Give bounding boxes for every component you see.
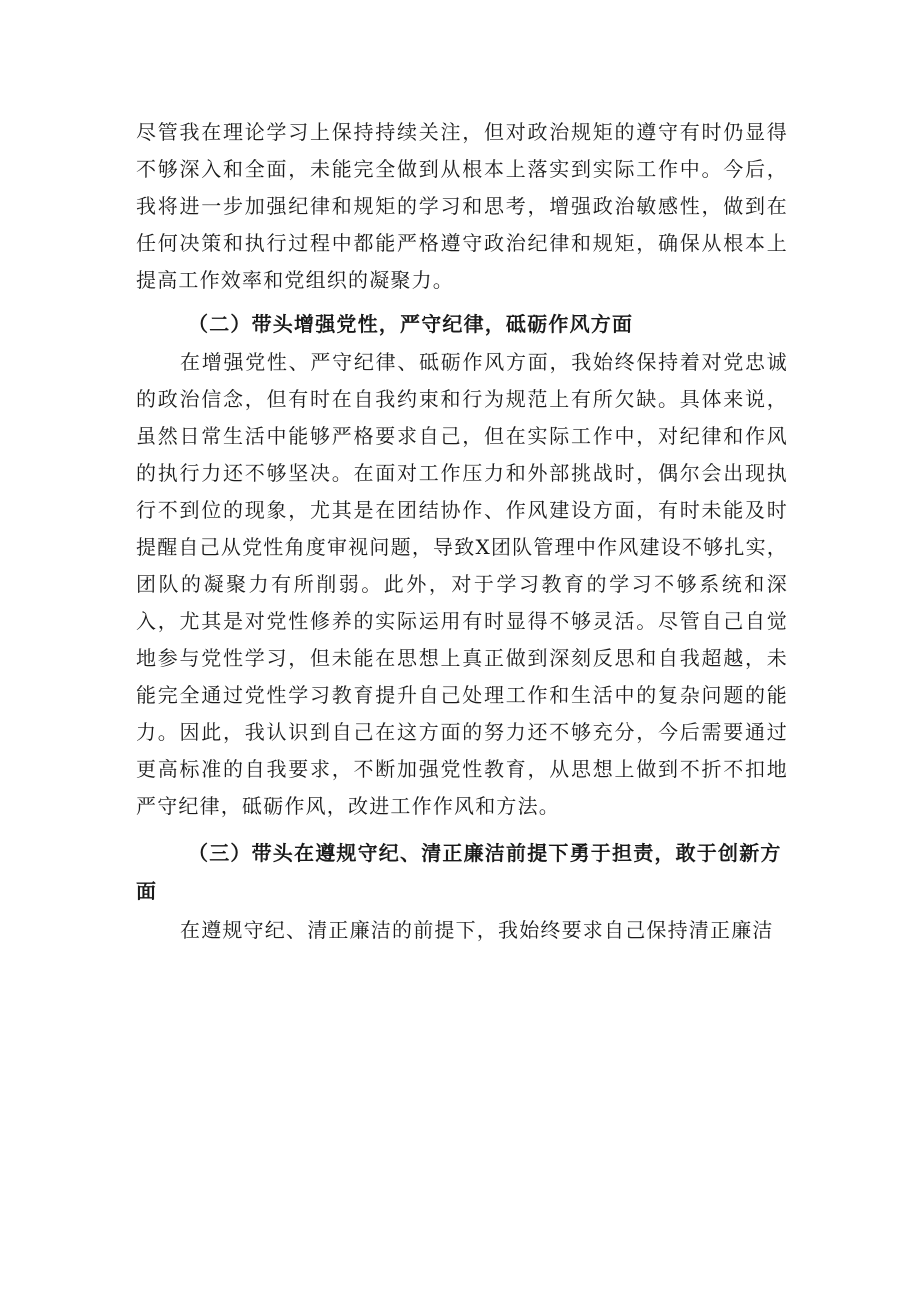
section-heading-2: （二）带头增强党性，严守纪律，砥砺作风方面: [188, 312, 634, 336]
paragraph-integrity: 在遵规守纪、清正廉洁的前提下，我始终要求自己保持清正廉洁: [180, 918, 774, 942]
paragraph-party-spirit: 在增强党性、严守纪律、砥砺作风方面，我始终保持着对党忠诚的政治信念，但有时在自我约束和行为规范上有所欠缺。具体来说，虽然日常生活中能够严格要求自己，但在实际工作中，对纪律和作风的执行力还不够坚决。在面对工作压力和外部挑战时，偶尔会出现执行不到位的现象，尤其是在团结协作、作风建设方面，有时未能及时提醒自己从党性角度审视问题，导致X团队管理中作风建设不够扎实，团队的凝聚力有所削弱。此外，对于学习教育的学习不够系统和深入，尤其是对党性修养的实际运用有时显得不够灵活。尽管自己自觉地参与党性学习，但未能在思想上真正做到深刻反思和自我超越，未能完全通过党性学习教育提升自己处理工作和生活中的复杂问题的能力。因此，我认识到自己在这方面的努力还不够充分，今后需要通过更高标准的自我要求，不断加强党性教育，从思想上做到不折不扣地严守纪律，砥砺作风，改进工作作风和方法。: [136, 350, 788, 818]
section-heading-3: （三）带头在遵规守纪、清正廉洁前提下勇于担责，敢于创新方面: [136, 841, 782, 903]
document-body: [136, 114, 788, 949]
paragraph-political-rules: 尽管我在理论学习上保持持续关注，但对政治规矩的遵守有时仍显得不够深入和全面，未能完全做到从根本上落实到实际工作中。今后，我将进一步加强纪律和规矩的学习和思考，增强政治敏感性，做到在任何决策和执行过程中都能严格遵守政治纪律和规矩，确保从根本上提高工作效率和党组织的凝聚力。: [136, 120, 788, 292]
